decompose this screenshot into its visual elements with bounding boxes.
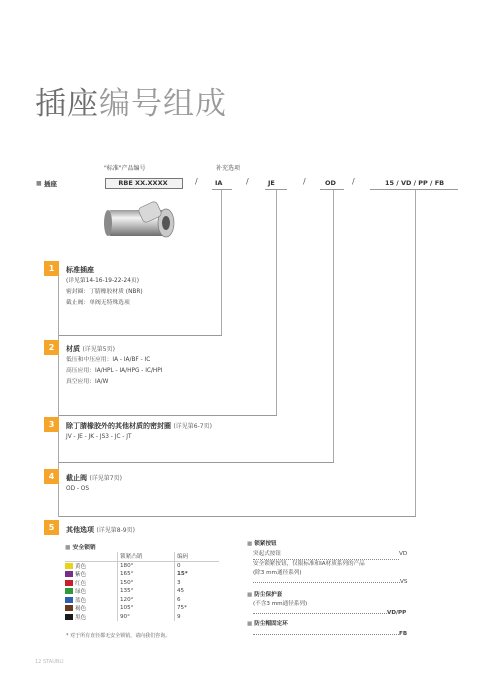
socket-image [100, 196, 185, 244]
opt-heading-1 [247, 540, 277, 549]
lock-table [65, 552, 219, 621]
table-row [65, 613, 219, 622]
section1-line-1: (详见第14-16-19-22-24页) [66, 278, 139, 284]
opt-line-1 [253, 550, 407, 560]
code-value: 15* [175, 570, 220, 579]
opt-line-1-label: 突起式按钮 [253, 551, 281, 557]
section-title-1: 标准插座 [66, 266, 94, 274]
opt-dots-3 [253, 613, 387, 614]
code-ia: IA [215, 179, 223, 187]
code-value: 0 [175, 561, 220, 570]
section-title-2 [66, 344, 115, 354]
angle-value: 120° [118, 596, 175, 605]
color-swatch [65, 580, 73, 586]
opt-line-3: (不含3 mm通径系列) [253, 601, 308, 607]
section1-line-3: 截止阀：单阀无特殊选项 [66, 300, 130, 306]
opt-dots-2 [253, 582, 400, 583]
opt-line-2c [253, 578, 407, 587]
slash-3: / [303, 177, 306, 186]
bullet-icon: ■ [65, 545, 71, 551]
connector-options [415, 190, 416, 516]
section-title-3 [66, 421, 212, 431]
section-number-2: 2 [44, 340, 59, 355]
section4-line-1: OD - OS [66, 486, 90, 492]
slash-1: / [195, 177, 198, 186]
title-part1: 插座 [35, 86, 99, 122]
section-title-4-main: 截止阀 [66, 474, 87, 482]
lock-note: * 对于所有直径都无安全锁销，请向我们咨询。 [66, 633, 171, 639]
angle-value: 135° [118, 587, 175, 596]
bullet-icon: ■ [247, 592, 253, 598]
section-number-4: 4 [44, 469, 59, 484]
title-part2: 编号组成 [99, 86, 227, 122]
lock-heading-text: 安全锁销 [72, 545, 96, 551]
extra-label: 补充选项 [216, 165, 241, 172]
page-number: 12 [35, 659, 42, 665]
code-value: 3 [175, 579, 220, 588]
socket-label: 插座 [44, 180, 57, 188]
color-swatch [65, 571, 73, 577]
color-name: 黑色 [75, 614, 87, 621]
opt-code-vd: VD [399, 551, 408, 557]
section-title-3-main: 除丁腈橡胶外的其他材质的密封圈 [66, 422, 171, 430]
section-number-1: 1 [44, 261, 59, 276]
lock-heading [65, 542, 96, 551]
std-label: "标准"产品编号 [104, 165, 146, 172]
color-swatch [65, 588, 73, 594]
angle-value: 90° [118, 613, 175, 622]
color-name: 绿色 [75, 589, 87, 596]
angle-value: 150° [118, 579, 175, 588]
underline-options [370, 189, 458, 190]
connector-od [333, 190, 334, 462]
section2-line-2: 高压应用：IA/HPL - IA/HPG - IC/HPI [66, 368, 163, 374]
section-title-5-sub: (详见第8-9页) [96, 527, 135, 534]
code-options: 15 / VD / PP / FB [385, 179, 445, 187]
color-name: 黄色 [75, 563, 87, 570]
std-code: RBE XX.XXXX [118, 179, 168, 187]
underline-od [320, 189, 344, 190]
section3-line-1: JV - JE - JK - JS3 - JC - JT [66, 434, 132, 440]
page-title [35, 78, 227, 123]
section2-line-3: 真空应用：IA/W [66, 379, 109, 385]
connector-options-h [58, 516, 416, 517]
table-row [65, 596, 219, 605]
opt-heading-2-text: 防尘保护套 [254, 592, 283, 598]
code-value: 9 [175, 613, 220, 622]
table-row [65, 579, 219, 588]
lock-table-wrap [65, 552, 219, 621]
slash-2: / [246, 177, 249, 186]
angle-value: 165° [118, 570, 175, 579]
code-value: 45 [175, 587, 220, 596]
section1-line-2: 密封圈：丁腈橡胶材质 (NBR) [66, 289, 143, 295]
underline-ia [212, 189, 232, 190]
connector-ia-h [58, 335, 222, 336]
section-number-5: 5 [44, 520, 59, 535]
code-value: 6 [175, 596, 220, 605]
angle-value: 180° [118, 561, 175, 570]
color-swatch [65, 597, 73, 603]
code-je: JE [268, 179, 275, 187]
opt-line-1-text [253, 550, 399, 560]
bullet-icon: ■ [247, 541, 253, 547]
opt-line-3c [253, 609, 406, 618]
opt-heading-3-text: 防尘帽固定环 [254, 621, 288, 627]
opt-line-2b: (除3 mm通径系列) [253, 570, 302, 576]
lock-table-header [65, 552, 219, 561]
table-row [65, 570, 219, 579]
section-title-5 [66, 525, 135, 535]
opt-line-2a: 安全锁紧按钮，仅限标准和IA材质系列的产品 [253, 561, 365, 567]
section2-line-1: 低压和中压应用：IA - IA/BF - IC [66, 357, 151, 363]
section-number-3: 3 [44, 417, 59, 432]
table-row [65, 587, 219, 596]
table-row [65, 604, 219, 613]
opt-heading-1-text: 锁紧按钮 [254, 541, 277, 547]
opt-heading-2 [247, 591, 282, 600]
section-title-2-sub: (详见第5页) [82, 346, 115, 353]
bullet-icon: ■ [36, 180, 42, 187]
opt-code-pp: VD/PP [387, 610, 407, 616]
connector-je [276, 190, 277, 415]
page-footer [35, 659, 64, 665]
section-title-2-main: 材质 [66, 345, 80, 353]
color-swatch [65, 563, 73, 569]
table-row [65, 561, 219, 570]
section-title-4-sub: (详见第7页) [89, 475, 122, 482]
opt-heading-3 [247, 620, 288, 629]
col-code: 编码 [175, 552, 220, 561]
color-swatch [65, 614, 73, 620]
section-title-4 [66, 473, 122, 483]
connector-je-h [58, 415, 277, 416]
code-od: OD [325, 179, 336, 187]
opt-dots-4 [253, 634, 399, 635]
code-value: 75* [175, 604, 220, 613]
color-name: 蓝色 [75, 597, 87, 604]
color-name: 紫色 [75, 572, 87, 579]
connector-ia [221, 190, 222, 335]
color-name: 褐色 [75, 606, 87, 613]
section-title-5-main: 其他选项 [66, 526, 94, 534]
opt-code-fb: FB [399, 631, 408, 637]
connector-od-h [58, 462, 334, 463]
brand-name: STAUBLI [42, 659, 64, 665]
col-angle: 锁紧凸销 [118, 552, 175, 561]
color-swatch [65, 605, 73, 611]
color-name: 红色 [75, 580, 87, 587]
opt-code-vs: VS [400, 579, 408, 585]
opt-line-4 [253, 630, 407, 639]
bullet-icon: ■ [247, 621, 253, 627]
section-title-3-sub: (详见第6-7页) [173, 423, 212, 430]
slash-4: / [352, 177, 355, 186]
angle-value: 105° [118, 604, 175, 613]
